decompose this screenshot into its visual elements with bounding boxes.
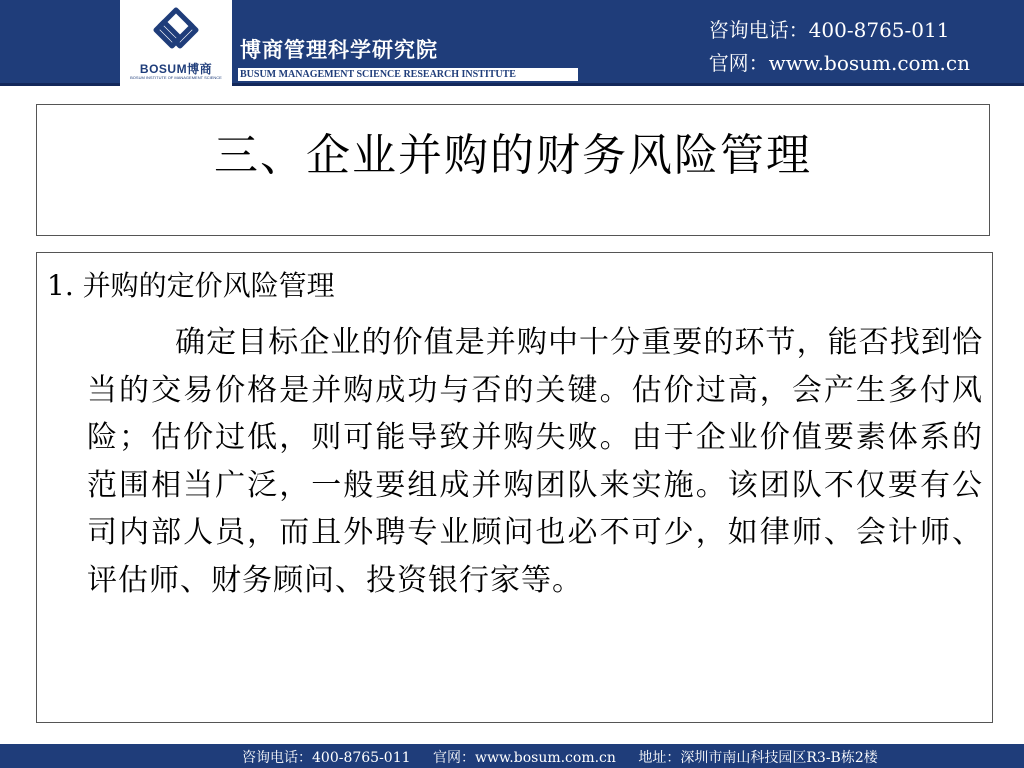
footer-address: 地址：深圳市南山科技园区R3-B栋2楼 [638, 750, 878, 766]
logo-subtext: BOSUM INSTITUTE OF MANAGEMENT SCIENCE [130, 75, 222, 80]
org-name-english: BUSUM MANAGEMENT SCIENCE RESEARCH INSTITUTE [238, 68, 578, 81]
logo[interactable] [120, 0, 232, 86]
bosum-logo-icon [146, 6, 206, 58]
content-box [36, 252, 993, 723]
title-box [36, 104, 990, 236]
header-bar [0, 0, 1024, 86]
header-phone: 咨询电话：400-8765-011 [708, 18, 950, 42]
footer-phone: 咨询电话：400-8765-011 [242, 750, 411, 766]
slide-title: 三、企业并购的财务风险管理 [214, 130, 812, 181]
logo-text: BOSUM博商 [139, 62, 213, 76]
footer-bar [0, 744, 1024, 768]
header-contact [709, 14, 970, 80]
header-website[interactable]: 官网：www.bosum.com.cn [708, 51, 970, 75]
footer-website[interactable]: 官网：www.bosum.com.cn [433, 750, 616, 766]
footer-info [242, 747, 896, 767]
org-name: 博商管理科学研究院 [240, 38, 438, 62]
body-paragraph: 确定目标企业的价值是并购中十分重要的环节，能否找到恰当的交易价格是并购成功与否的关键。估价过高，会产生多付风险；估价过低，则可能导致并购失败。由于企业价值要素体系的范围相当广泛，一般要组成并购团队来实施。该团队不仅要有公司内部人员，而且外聘专业顾问也必不可少，如律师、会计师、评估师、财务顾问、投资银行家等。 [87, 325, 983, 598]
section-heading: 1. 并购的定价风险管理 [47, 269, 335, 302]
